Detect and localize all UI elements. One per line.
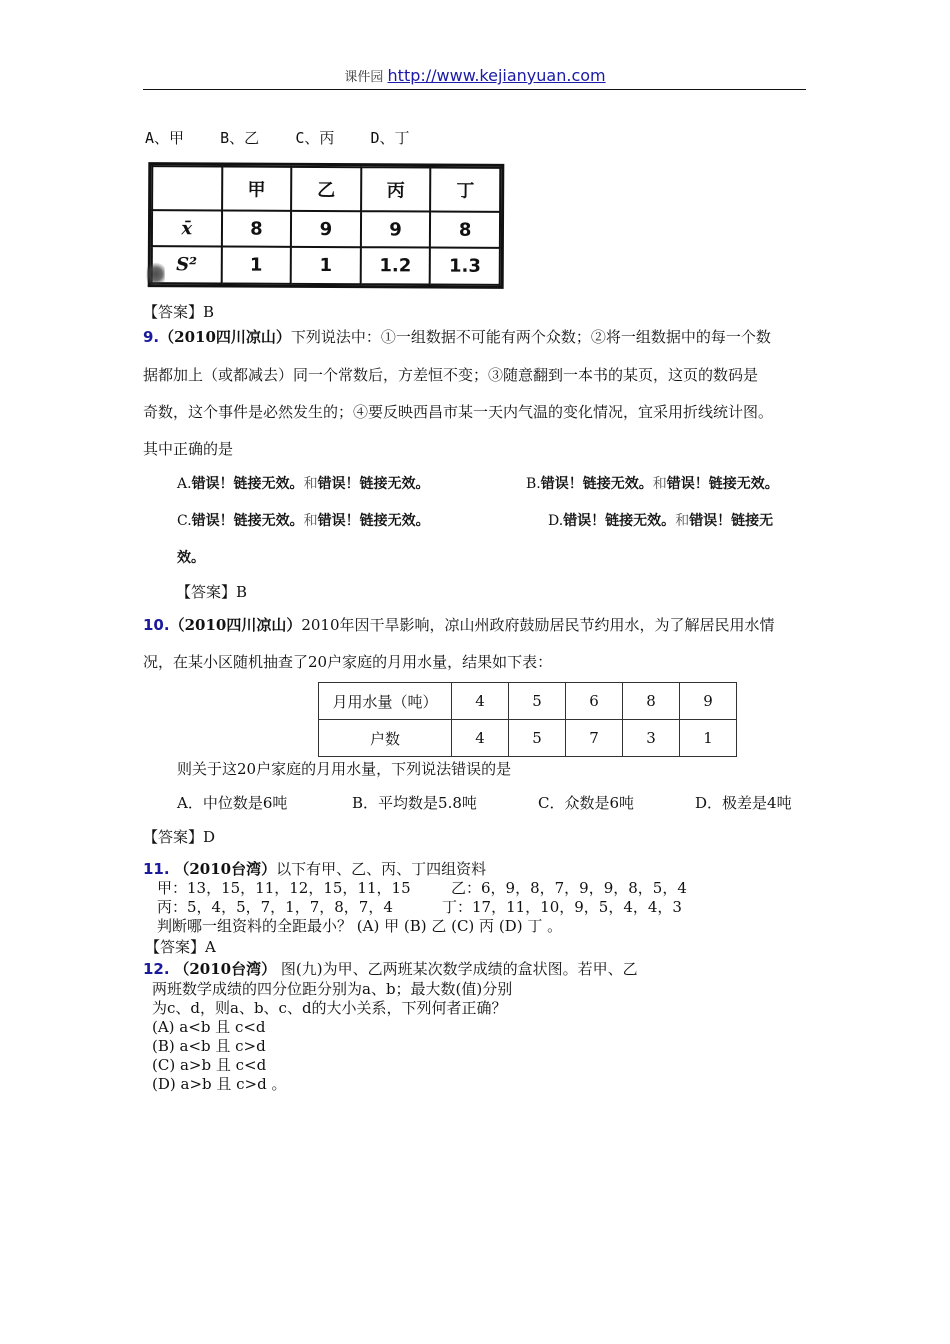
table-cell: 9 [680,683,737,720]
error-link-text: 错误！链接无 [689,513,774,529]
site-name: 课件园 [344,70,384,85]
table-cell: 8 [623,683,680,720]
q8-options [145,127,410,148]
q10-text: 2010年因干旱影响，凉山州政府鼓励居民节约用水，为了解居民用水情 [301,616,775,634]
error-link-text: 错误！链接无效。 [563,513,676,529]
table-cell: 6 [566,683,623,720]
q12-option-d: (D) a>b 且 c>d 。 [152,1075,287,1093]
q12-source: （2010台湾） [174,960,277,978]
page-header [0,66,950,85]
q11-data-jia: 甲：13，15，11，12，15，11，15 [157,879,411,897]
q11-data-bing: 丙：5，4，5，7，1，7，8，7，4 [157,898,393,916]
option-letter: A. [177,476,192,492]
q11-answer: 【答案】A [145,938,216,956]
table-row [152,247,500,285]
q9-option-c [177,510,430,530]
q10-line2: 况，在某小区随机抽查了20户家庭的月用水量，结果如下表： [143,653,553,671]
table-cell: 1 [221,247,291,284]
q8-option-c: C、丙 [295,129,335,147]
option-letter: D. [548,513,564,529]
q9-line1 [143,326,771,347]
row-label-variance: S² [152,247,222,284]
q10-source: （2010四川凉山） [169,616,302,634]
q9-answer: 【答案】B [176,583,248,601]
table-header-cell: 乙 [291,167,361,211]
error-link-text: 错误！链接无效。 [191,513,304,529]
table-cell: 5 [509,683,566,720]
q10-option-b: B．平均数是5.8吨 [352,794,477,812]
q11-data-ding: 丁：17，11，10，9，5，4，4，3 [442,898,682,916]
q11-text: 以下有甲、乙、丙、丁四组资料 [276,860,487,878]
table-cell: 4 [452,683,509,720]
table-cell: 1 [680,720,737,757]
water-usage-table [318,682,737,757]
table-cell: 8 [430,211,500,248]
q8-answer: 【答案】B [143,303,215,321]
q9-number: 9. [143,328,160,346]
table-cell: 3 [623,720,680,757]
table-cell: 1.2 [360,248,430,285]
table-header-cell: 丁 [430,168,500,212]
q8-option-b: B、乙 [220,129,260,147]
table-cell: 5 [509,720,566,757]
and-text: 和 [303,513,318,529]
row-label: 月用水量（吨） [319,683,452,720]
table-row [152,210,500,248]
q10-answer: 【答案】D [143,828,216,846]
q8-option-a: A、甲 [145,129,185,147]
q11-number: 11. [143,860,170,878]
error-link-text: 错误！链接无效。 [317,513,430,529]
q10-option-a: A．中位数是6吨 [177,794,288,812]
error-link-text: 错误！链接无效。 [317,476,430,492]
q12-line2: 两班数学成绩的四分位距分别为a、b；最大数(值)分别 [152,980,513,998]
table-header-cell: 甲 [222,166,292,210]
row-label-mean: x̄ [152,210,222,247]
table-cell: 9 [291,211,361,248]
table-cell: 4 [452,720,509,757]
header-divider [143,89,806,90]
and-text: 和 [675,513,690,529]
q12-line3: 为c、d，则a、b、c、d的大小关系，下列何者正确？ [152,999,507,1017]
q9-line3: 奇数，这个事件是必然发生的；④要反映西昌市某一天内气温的变化情况，宜采用折线统计图。 [143,403,774,421]
site-link[interactable]: http://www.kejianyuan.com [387,66,606,85]
table-cell: 9 [361,211,431,248]
scan-smudge [147,261,165,287]
table-cell: 8 [221,210,291,247]
q9-option-b [526,473,779,493]
q12-text: 图(九)为甲、乙两班某次数学成绩的盒状图。若甲、乙 [280,960,638,978]
q9-source: （2010四川凉山） [159,328,291,346]
option-letter: C. [177,513,192,529]
and-text: 和 [303,476,318,492]
table-row [319,683,737,720]
table-row [319,720,737,757]
q9-text: 下列说法中：①一组数据不可能有两个众数；②将一组数据中的每一个数 [290,328,771,346]
q11-source: （2010台湾） [174,860,277,878]
q9-option-d-wrap: 效。 [177,550,205,566]
q10-option-d: D．极差是4吨 [695,794,792,812]
table-cell: 7 [566,720,623,757]
q9-option-d [548,510,773,530]
q12-option-a: (A) a<b 且 c<d [152,1018,266,1036]
q12-number: 12. [143,960,170,978]
table-cell: 1.3 [430,248,500,285]
q10-option-c: C．众数是6吨 [538,794,635,812]
option-letter: B. [526,476,541,492]
q9-option-a [177,473,430,493]
error-link-text: 错误！链接无效。 [191,476,304,492]
q10-question: 则关于这20户家庭的月用水量，下列说法错误的是 [177,760,512,778]
table-header-cell: 丙 [361,167,431,211]
q9-line2: 据都加上（或都减去）同一个常数后，方差恒不变；③随意翻到一本书的某页，这页的数码是 [143,366,759,384]
row-label: 户数 [319,720,452,757]
q8-scanned-table [148,162,505,289]
table-cell: 1 [291,247,361,284]
q11-line1 [143,858,486,879]
error-link-text: 错误！链接无效。 [666,476,779,492]
q12-line1 [143,958,638,979]
q8-option-d: D、丁 [370,129,410,147]
table-header-cell [152,166,222,210]
q9-line4: 其中正确的是 [143,440,234,458]
q10-line1 [143,614,775,635]
error-link-text: 错误！链接无效。 [540,476,653,492]
q12-option-b: (B) a<b 且 c>d [152,1037,266,1055]
and-text: 和 [652,476,667,492]
q10-number: 10. [143,616,170,634]
q12-option-c: (C) a>b 且 c<d [152,1056,267,1074]
q11-question: 判断哪一组资料的全距最小？ (A) 甲 (B) 乙 (C) 丙 (D) 丁 。 [157,917,563,935]
q11-data-yi: 乙：6，9，8，7，9，9，8，5，4 [451,879,687,897]
table-row [152,166,500,212]
